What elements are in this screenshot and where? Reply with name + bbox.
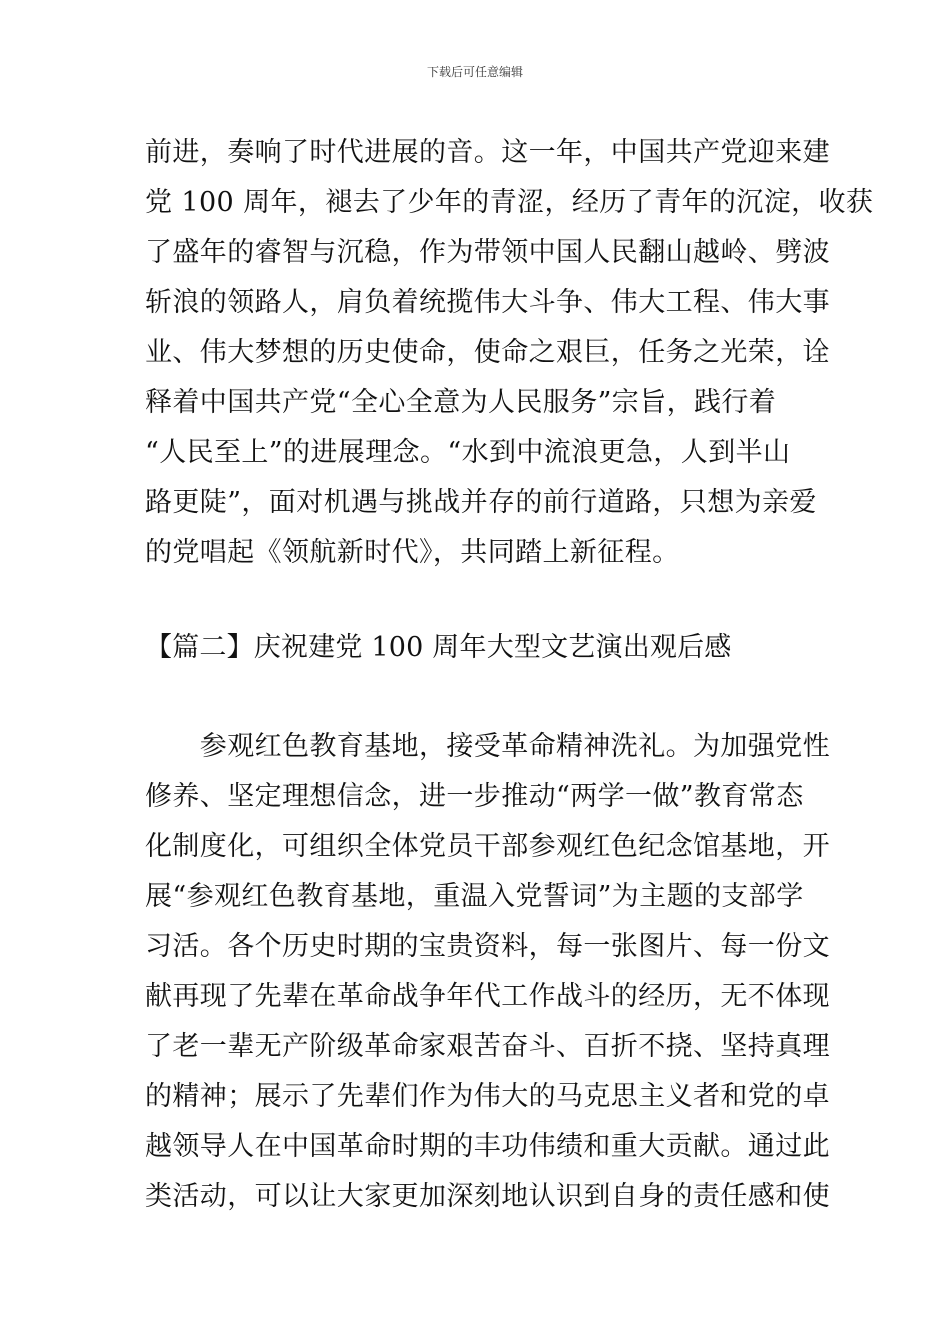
text-line: 类活动，可以让大家更加深刻地认识到自身的责任感和使 — [145, 1181, 830, 1212]
text-line: 化制度化，可组织全体党员干部参观红色纪念馆基地，开 — [145, 831, 830, 862]
text-line: 的党唱起《领航新时代》，共同踏上新征程。 — [145, 537, 680, 568]
text-line: “人民至上”的进展理念。“水到中流浪更急，人到半山 — [145, 437, 791, 468]
text-line: 展“参观红色教育基地，重温入党誓词”为主题的支部学 — [145, 881, 804, 912]
text-line: 越领导人在中国革命时期的丰功伟绩和重大贡献。通过此 — [145, 1131, 830, 1162]
text-line: 了盛年的睿智与沉稳，作为带领中国人民翻山越岭、劈波 — [145, 237, 830, 268]
text-line: 习活。各个历史时期的宝贵资料，每一张图片、每一份文 — [145, 931, 830, 962]
body-paragraph-2 — [145, 722, 830, 1222]
text-line: 释着中国共产党“全心全意为人民服务”宗旨，践行着 — [145, 387, 777, 418]
text-line: 斩浪的领路人，肩负着统揽伟大斗争、伟大工程、伟大事 — [145, 287, 830, 318]
text-line: 献再现了先辈在革命战争年代工作战斗的经历，无不体现 — [145, 981, 830, 1012]
text-line: 修养、坚定理想信念，进一步推动“两学一做”教育常态 — [145, 781, 804, 812]
text-line: 党 100 周年，褪去了少年的青涩，经历了青年的沉淀，收获 — [145, 187, 874, 218]
text-line: 业、伟大梦想的历史使命，使命之艰巨，任务之光荣，诠 — [145, 337, 830, 368]
text-line: 的精神；展示了先辈们作为伟大的马克思主义者和党的卓 — [145, 1081, 830, 1112]
section-heading: 【篇二】庆祝建党 100 周年大型文艺演出观后感 — [145, 632, 732, 663]
text-line: 参观红色教育基地，接受革命精神洗礼。为加强党性 — [145, 731, 830, 762]
page-header: 下载后可任意编辑 — [426, 65, 523, 79]
text-line: 了老一辈无产阶级革命家艰苦奋斗、百折不挠、坚持真理 — [145, 1031, 830, 1062]
text-line: 前进，奏响了时代进展的音。这一年，中国共产党迎来建 — [145, 137, 830, 168]
body-paragraph-1 — [145, 128, 874, 578]
text-line: 路更陡”，面对机遇与挑战并存的前行道路，只想为亲爱 — [145, 487, 817, 518]
